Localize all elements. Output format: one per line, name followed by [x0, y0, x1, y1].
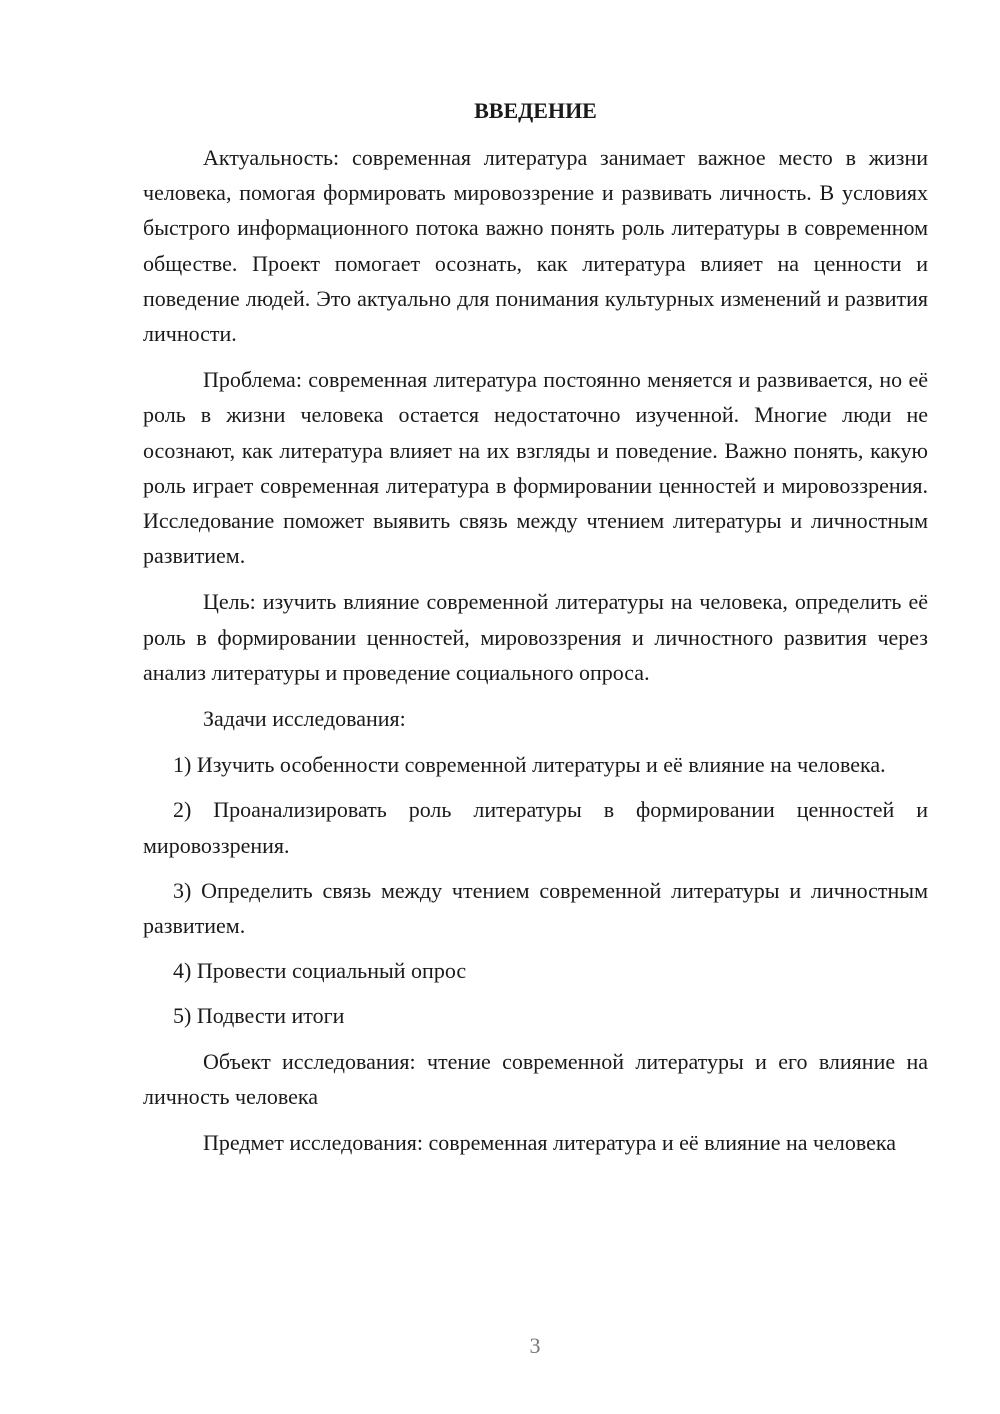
task-item: 1) Изучить особенности современной литературы и её влияние на человека.: [173, 752, 886, 778]
task-item: 3) Определить связь между чтением современной литературы и личностным развитием.: [143, 877, 928, 939]
task-item: 2) Проанализировать роль литературы в формировании ценностей и мировоззрения.: [143, 797, 928, 858]
task-item: 5) Подвести итоги: [173, 1003, 345, 1029]
page-content: [143, 96, 928, 1171]
task-item: 4) Провести социальный опрос: [173, 958, 467, 984]
research-object-paragraph: Объект исследования: чтение современной литературы и его влияние на личность человека: [143, 1048, 928, 1109]
tasks-heading: Задачи исследования:: [203, 706, 406, 732]
problem-paragraph: Проблема: современная литература постоянно меняется и развивается, но её роль в жизни человека остается недостаточно изученной. Многие люди не осознают, как литература влияет на их взгляды и поведение. Важно понять, какую роль играет современная литература в формировании ценностей и мировоззрения. Исследование поможет выявить связь между чтением литературы и личностным развитием.: [143, 367, 928, 569]
page-title: ВВЕДЕНИЕ: [474, 98, 597, 123]
research-subject-paragraph: Предмет исследования: современная литература и её влияние на человека: [203, 1130, 896, 1156]
relevance-paragraph: Актуальность: современная литература занимает важное место в жизни человека, помогая формировать мировоззрение и развивать личность. В условиях быстрого информационного потока важно понять роль литературы в современном обществе. Проект помогает осознать, как литература влияет на ценности и поведение людей. Это актуально для понимания культурных изменений и развития личности.: [143, 145, 928, 347]
page-number: 3: [529, 1333, 541, 1358]
goal-paragraph: Цель: изучить влияние современной литературы на человека, определить её роль в формировании ценностей, мировоззрения и личностного развития через анализ литературы и проведение социального опроса.: [143, 589, 928, 685]
